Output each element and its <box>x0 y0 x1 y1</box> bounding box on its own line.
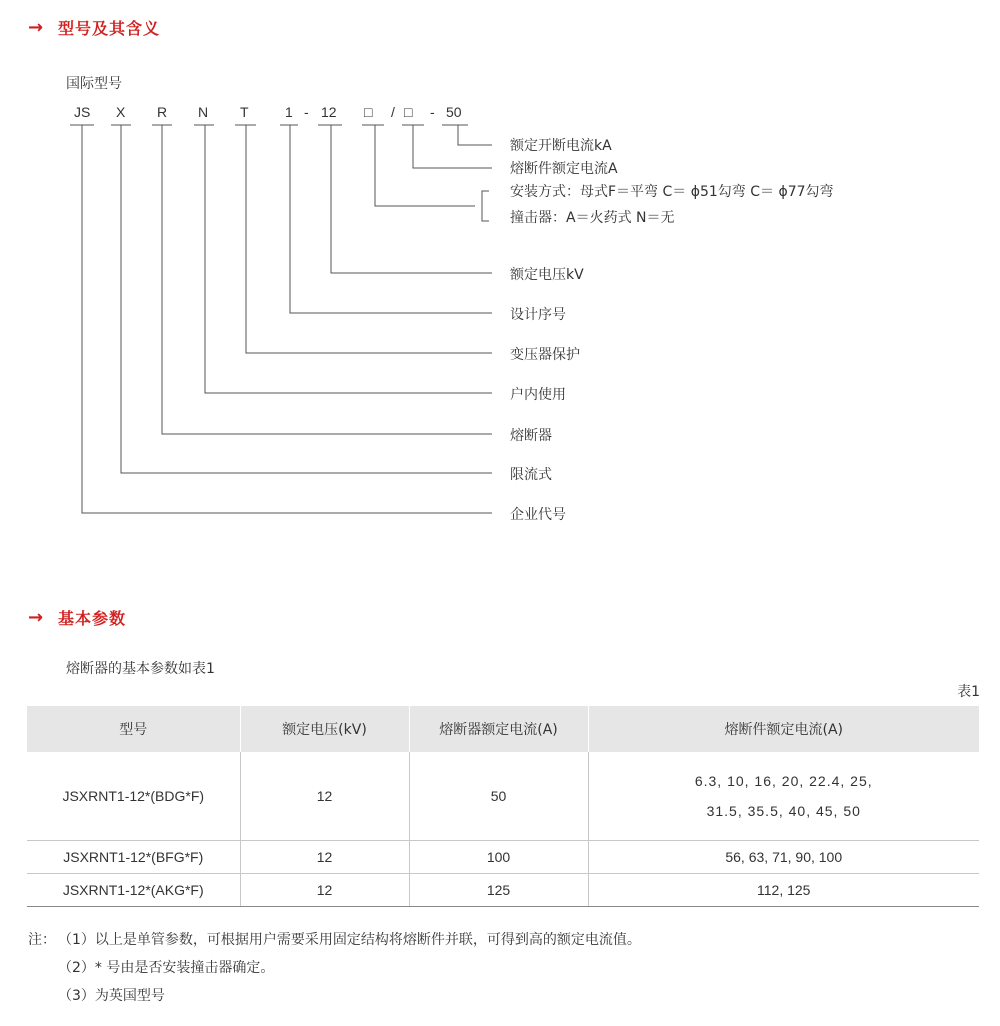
section-header-params <box>28 604 126 630</box>
code-50: 50 <box>446 104 462 120</box>
label-rated-voltage: 额定电压kV <box>510 267 584 283</box>
code-12: 12 <box>321 104 337 120</box>
code-js: JS <box>74 104 91 120</box>
cell-model: JSXRNT1-12*(AKG*F) <box>27 874 240 907</box>
cell-fuse-current: 125 <box>409 874 588 907</box>
note-prefix: 注： <box>28 932 56 948</box>
params-intro: 熔断器的基本参数如表1 <box>66 661 215 677</box>
label-striker: 撞击器：A＝火药式 N＝无 <box>510 210 675 226</box>
cell-link-current: 112, 125 <box>588 874 979 907</box>
label-fuse: 熔断器 <box>510 428 552 444</box>
arrow-right-icon: → <box>28 606 44 628</box>
code-r: R <box>157 104 168 120</box>
code-box-2: □ <box>404 104 413 120</box>
header-model: 型号 <box>27 706 240 752</box>
label-current-limiting: 限流式 <box>510 467 552 483</box>
label-mounting: 安装方式：母式F＝平弯 C＝ ϕ51勾弯 C＝ ϕ77勾弯 <box>510 184 834 200</box>
code-1: 1 <box>285 104 293 120</box>
cell-model: JSXRNT1-12*(BFG*F) <box>27 841 240 874</box>
label-breaking-current: 额定开断电流kA <box>510 138 612 154</box>
link-current-line: 31.5, 35.5, 40, 45, 50 <box>706 803 861 819</box>
cell-link-current <box>588 752 979 841</box>
link-current-line: 6.3, 10, 16, 20, 22.4, 25, <box>694 773 873 789</box>
cell-fuse-current: 100 <box>409 841 588 874</box>
intl-model-label: 国际型号 <box>66 76 122 92</box>
table-header-row <box>27 706 979 752</box>
cell-fuse-current: 50 <box>409 752 588 841</box>
code-dash-2: - <box>430 104 435 120</box>
section-title: 型号及其含义 <box>58 18 161 38</box>
table-row <box>27 874 979 907</box>
arrow-right-icon: → <box>28 16 44 38</box>
cell-link-current: 56, 63, 71, 90, 100 <box>588 841 979 874</box>
code-t: T <box>240 104 249 120</box>
code-slash: / <box>391 104 395 120</box>
code-box-1: □ <box>364 104 373 120</box>
header-voltage: 额定电压(kV) <box>240 706 409 752</box>
label-company-code: 企业代号 <box>510 507 566 523</box>
cell-voltage: 12 <box>240 874 409 907</box>
header-link-current: 熔断件额定电流(A) <box>588 706 979 752</box>
note-2: （2）* 号由是否安装撞击器确定。 <box>58 960 275 976</box>
params-table <box>27 706 979 907</box>
label-indoor: 户内使用 <box>510 387 566 403</box>
table-row <box>27 752 979 841</box>
label-fuse-link-current: 熔断件额定电流A <box>510 161 618 177</box>
label-transformer: 变压器保护 <box>510 347 580 363</box>
label-design-no: 设计序号 <box>510 307 566 323</box>
table-row <box>27 841 979 874</box>
code-x: X <box>116 104 126 120</box>
cell-voltage: 12 <box>240 841 409 874</box>
code-dash: - <box>304 104 309 120</box>
note-1: （1）以上是单管参数，可根据用户需要采用固定结构将熔断件并联，可得到高的额定电流值。 <box>58 932 641 948</box>
code-n: N <box>198 104 209 120</box>
table-label: 表1 <box>957 684 980 700</box>
cell-voltage: 12 <box>240 752 409 841</box>
section-title: 基本参数 <box>58 608 127 628</box>
note-3: （3）为英国型号 <box>58 988 165 1004</box>
header-fuse-current: 熔断器额定电流(A) <box>409 706 588 752</box>
cell-model: JSXRNT1-12*(BDG*F) <box>27 752 240 841</box>
